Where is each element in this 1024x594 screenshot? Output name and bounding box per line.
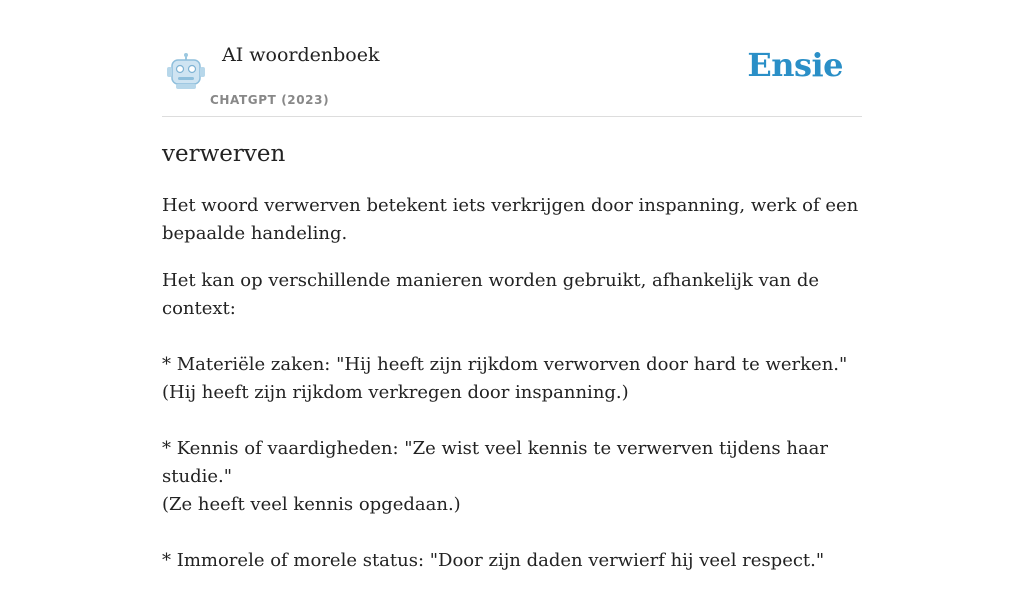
robot-icon — [166, 52, 206, 90]
entry-headword: verwerven — [162, 141, 286, 167]
ensie-logo[interactable]: Ensie — [747, 46, 843, 84]
page-header — [162, 0, 862, 117]
entry-content — [162, 136, 862, 594]
dictionary-title[interactable]: AI woordenboek — [222, 44, 380, 66]
definition-paragraph: Het woord verwerven betekent iets verkrijgen door inspanning, werk of een bepaalde handeling. — [162, 195, 859, 244]
usage-paragraph: Het kan op verschillende manieren worden gebruikt, afhankelijk van de context: * Materiële zaken: "Hij heeft zijn rijkdom verworven door hard te werken." (Hij heeft zijn rijkdom verkregen door inspanning.) * Kennis of vaardigheden: "Ze wist veel kennis te verwerven tijdens haar studie." (Ze heeft veel kennis opgedaan.) * Immorele of morele status: "Door zijn daden verwierf hij veel respect." — [162, 270, 848, 571]
dictionary-source: CHATGPT (2023) — [210, 93, 330, 107]
